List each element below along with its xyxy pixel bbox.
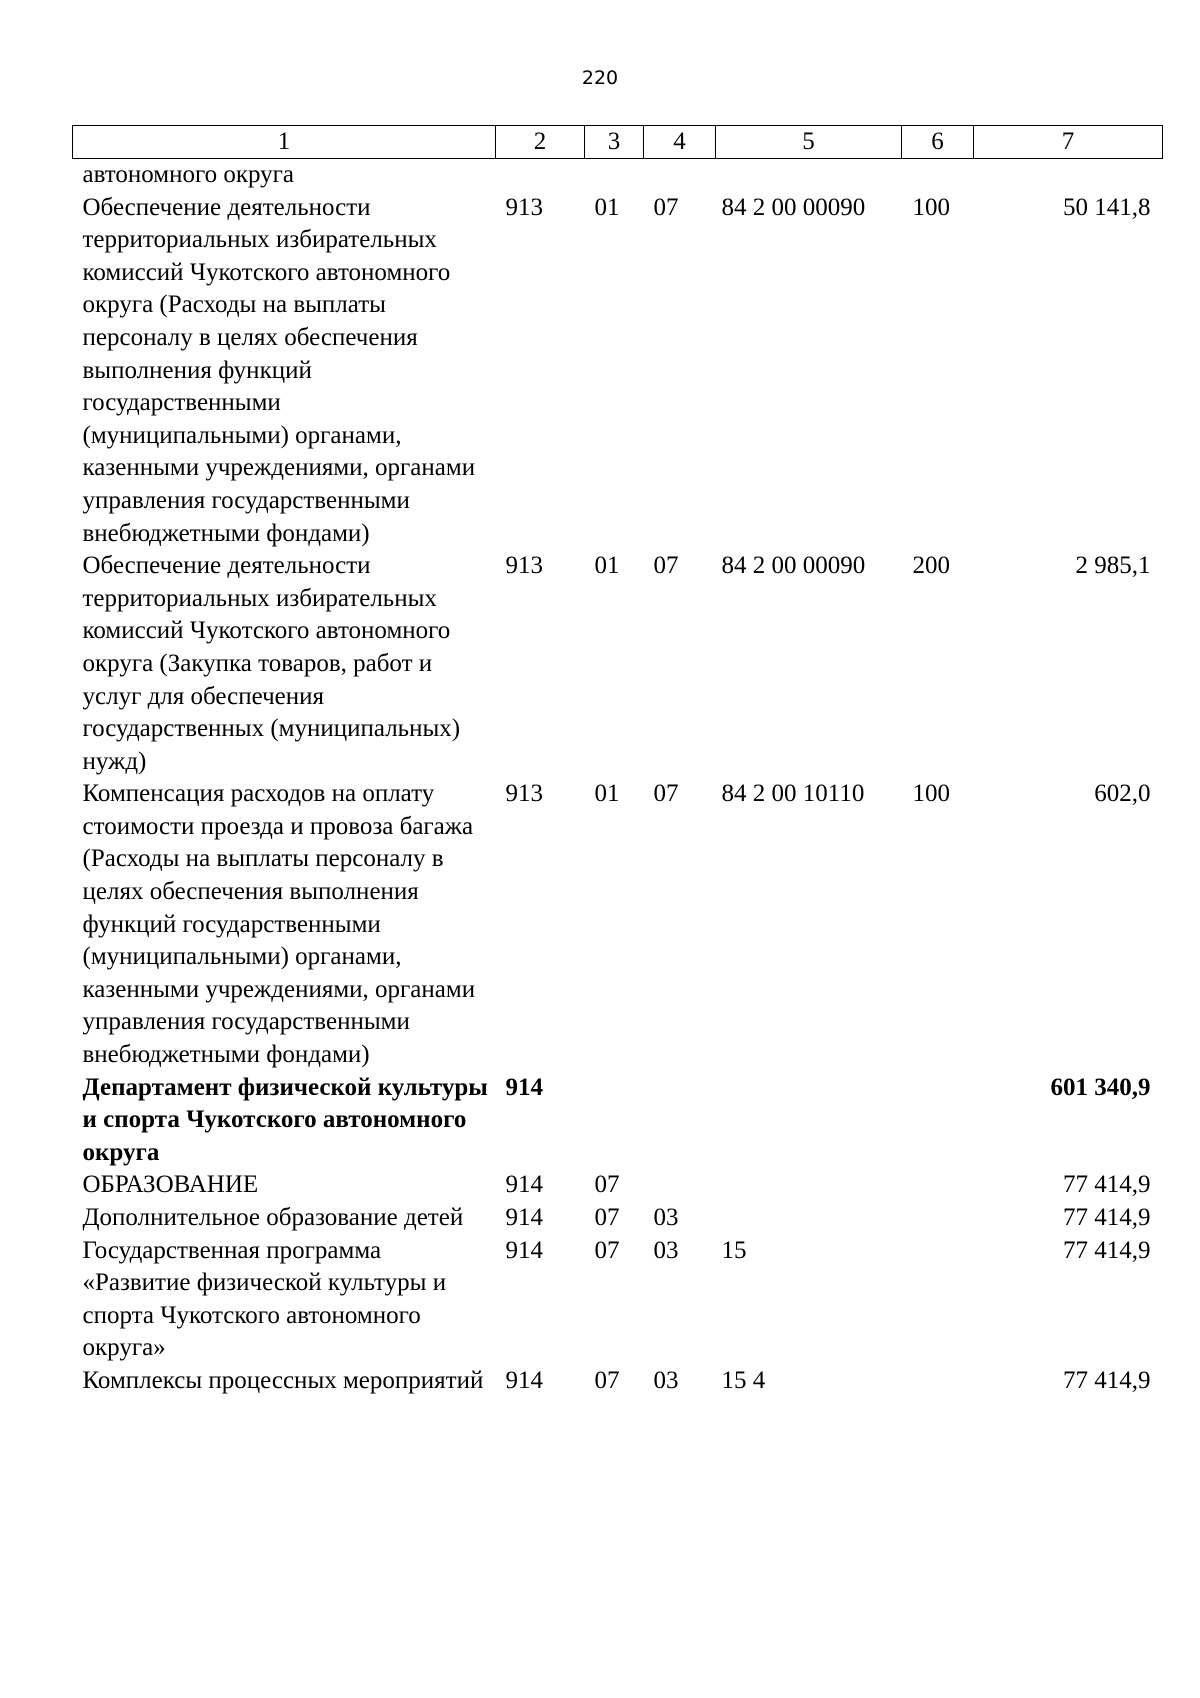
row-subsection-code: 07 xyxy=(653,193,679,221)
row-chapter-code: 914 xyxy=(505,1204,543,1231)
header-cell-3: 3 xyxy=(585,126,644,159)
row-subsection-code: 03 xyxy=(653,1204,679,1231)
table-row xyxy=(73,778,1163,1071)
row-amount: 77 414,9 xyxy=(1063,1236,1151,1264)
row-amount: 77 414,9 xyxy=(1063,1171,1151,1199)
row-section-code: 01 xyxy=(594,780,620,808)
row-expense-type xyxy=(902,159,974,192)
header-cell-2: 2 xyxy=(496,126,585,159)
row-subsection-code: 03 xyxy=(653,1236,679,1264)
row-name: Обеспечение деятельности территориальных избирательных комиссий Чукотского автономного округа (Закупка товаров, работ и услуг для обеспечения государственных (муниципальных) нужд) xyxy=(82,552,461,775)
row-chapter-code: 914 xyxy=(505,1366,543,1394)
budget-table xyxy=(72,125,1163,1398)
row-section-code xyxy=(585,1072,644,1170)
row-target-code: 84 2 00 00090 xyxy=(721,193,866,221)
table-row xyxy=(73,1235,1163,1365)
table-row xyxy=(73,550,1163,778)
row-chapter-code: 914 xyxy=(505,1073,543,1101)
header-cell-1: 1 xyxy=(73,126,496,159)
row-target-code xyxy=(716,1202,902,1235)
row-name: Департамент физической культуры и спорта Чукотского автономного округа xyxy=(82,1073,488,1166)
row-chapter-code: 914 xyxy=(505,1171,543,1199)
row-expense-type xyxy=(902,1202,974,1235)
row-amount: 601 340,9 xyxy=(1050,1073,1151,1101)
row-amount: 50 141,8 xyxy=(1063,193,1151,221)
row-chapter-code xyxy=(496,159,585,192)
row-subsection-code xyxy=(644,1169,716,1202)
row-amount xyxy=(974,159,1163,192)
row-amount: 77 414,9 xyxy=(1063,1366,1151,1394)
row-section-code: 07 xyxy=(594,1204,620,1231)
row-section-code: 07 xyxy=(594,1171,620,1199)
row-chapter-code: 913 xyxy=(505,780,543,808)
row-expense-type: 100 xyxy=(912,193,950,221)
header-row xyxy=(73,126,1163,159)
row-section-code: 01 xyxy=(594,552,620,580)
row-name: Обеспечение деятельности территориальных избирательных комиссий Чукотского автономного округа (Расходы на выплаты персоналу в целях обеспечения выполнения функций государственными (муниципальными) органами, казенными учреждениями, органами управления государственными внебюджетными фондами) xyxy=(82,193,476,547)
row-name: Комплексы процессных мероприятий xyxy=(82,1366,484,1394)
row-chapter-code: 914 xyxy=(505,1236,543,1264)
row-chapter-code: 913 xyxy=(505,552,543,580)
row-subsection-code: 03 xyxy=(653,1366,679,1394)
table-body xyxy=(73,159,1163,1398)
table-row xyxy=(73,159,1163,192)
row-name: Дополнительное образование детей xyxy=(82,1204,464,1231)
row-name: автономного округа xyxy=(82,161,295,188)
table-header xyxy=(73,126,1163,159)
row-amount: 602,0 xyxy=(1094,780,1151,808)
table-row xyxy=(73,1202,1163,1235)
row-expense-type xyxy=(902,1365,974,1398)
row-amount: 77 414,9 xyxy=(1063,1204,1151,1231)
row-expense-type xyxy=(902,1169,974,1202)
row-target-code xyxy=(716,159,902,192)
header-cell-6: 6 xyxy=(902,126,974,159)
row-section-code: 07 xyxy=(594,1366,620,1394)
row-expense-type: 200 xyxy=(912,552,950,580)
row-target-code xyxy=(716,1072,902,1170)
row-target-code: 15 xyxy=(721,1236,747,1264)
row-target-code: 84 2 00 10110 xyxy=(721,780,865,808)
header-cell-5: 5 xyxy=(716,126,902,159)
table-row xyxy=(73,1072,1163,1170)
header-cell-7: 7 xyxy=(974,126,1163,159)
row-section-code: 01 xyxy=(594,193,620,221)
row-chapter-code: 913 xyxy=(505,193,543,221)
row-amount: 2 985,1 xyxy=(1075,552,1151,580)
header-cell-4: 4 xyxy=(644,126,716,159)
row-target-code: 84 2 00 00090 xyxy=(721,552,866,580)
row-subsection-code xyxy=(644,1072,716,1170)
page-number: 220 xyxy=(581,67,619,89)
row-name: ОБРАЗОВАНИЕ xyxy=(82,1171,259,1199)
table-row xyxy=(73,192,1163,551)
row-section-code: 07 xyxy=(594,1236,620,1264)
row-subsection-code: 07 xyxy=(653,552,679,580)
table-row xyxy=(73,1169,1163,1202)
row-subsection-code: 07 xyxy=(653,780,679,808)
row-section-code xyxy=(585,159,644,192)
row-name: Компенсация расходов на оплату стоимости проезда и провоза багажа (Расходы на выплаты персоналу в целях обеспечения выполнения функций государственными (муниципальными) органами, казенными учреждениями, органами управления государственными внебюджетными фондами) xyxy=(82,780,476,1069)
row-expense-type: 100 xyxy=(912,780,950,808)
row-target-code xyxy=(716,1169,902,1202)
row-target-code: 15 4 xyxy=(721,1366,766,1394)
table-row xyxy=(73,1365,1163,1398)
row-name: Государственная программа «Развитие физической культуры и спорта Чукотского автономного округа» xyxy=(82,1236,447,1362)
row-expense-type xyxy=(902,1072,974,1170)
row-expense-type xyxy=(902,1235,974,1365)
row-subsection-code xyxy=(644,159,716,192)
